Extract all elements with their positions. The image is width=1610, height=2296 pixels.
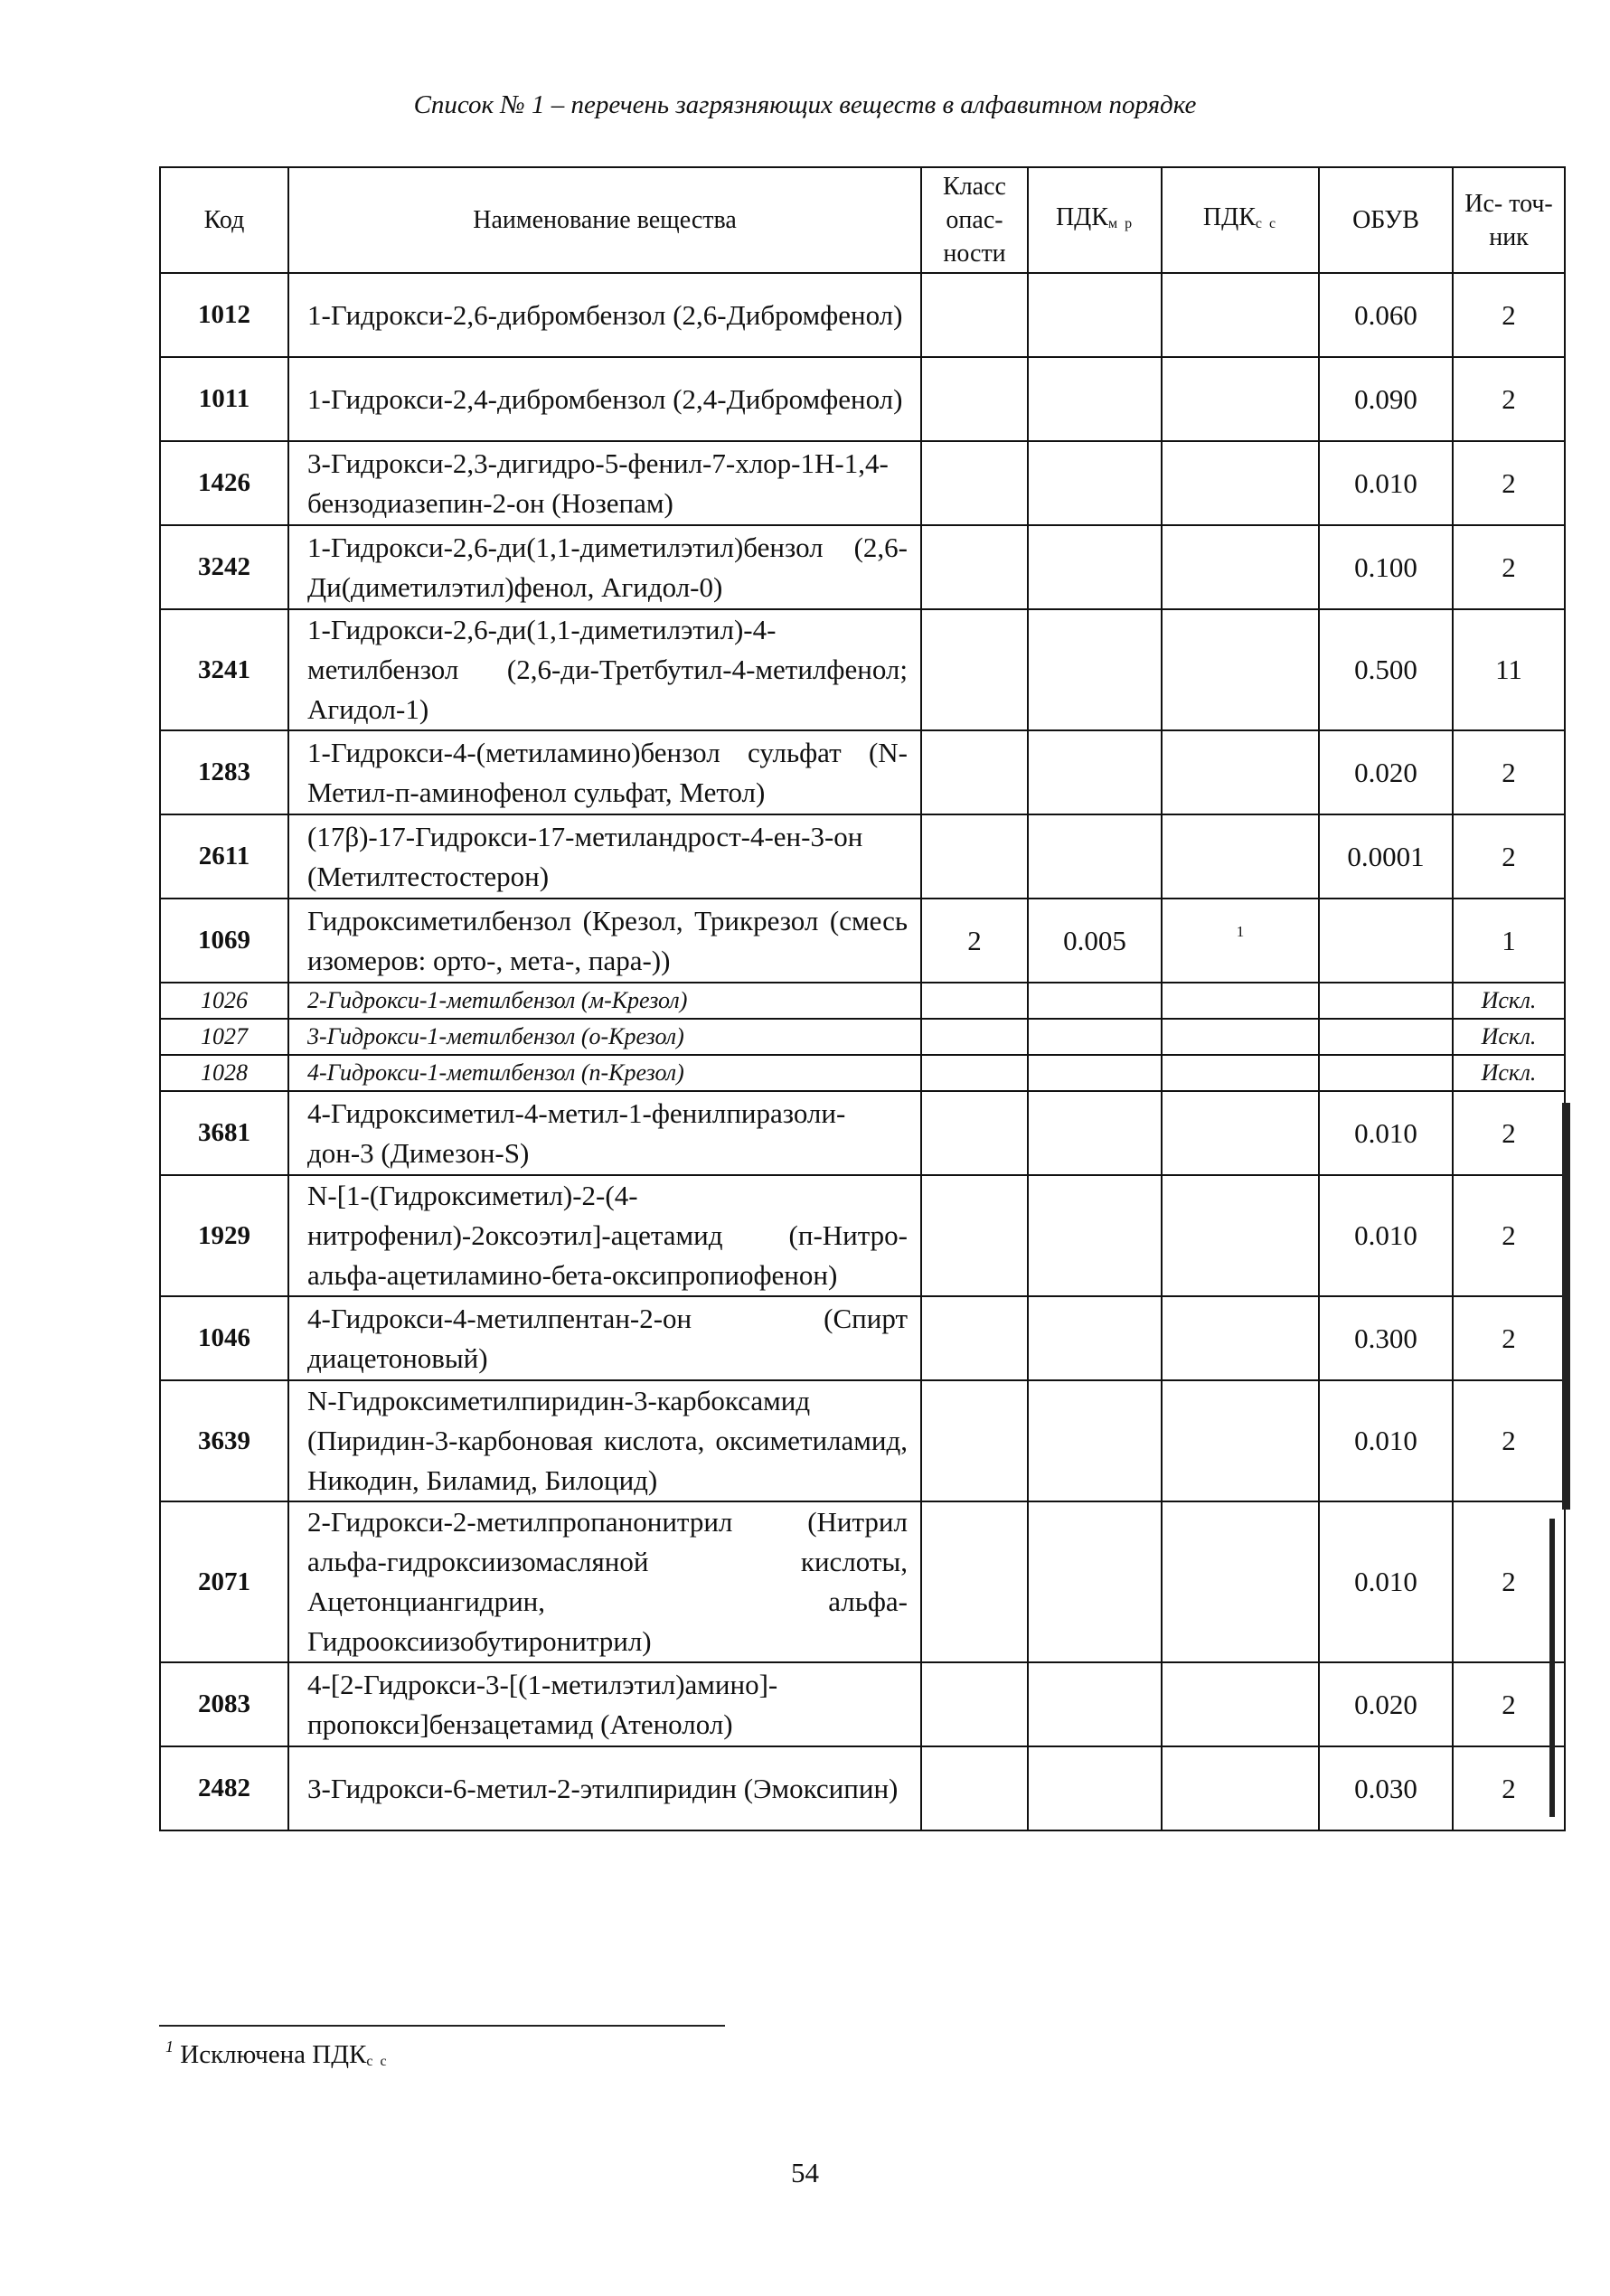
cell-name: 4-Гидрокси-1-метилбензол (п-Крезол) (288, 1055, 921, 1091)
cell-name: N-[1-(Гидроксиметил)-2-(4-нитрофенил)-2оксоэтил]-ацетамид (п-Нитро-альфа-ацетиламино-бета-оксипропиофенон) (288, 1175, 921, 1296)
cell-code: 1069 (160, 899, 288, 983)
scan-edge-mark (1562, 1103, 1570, 1510)
cell-name: 4-[2-Гидрокси-3-[(1-метилэтил)амино]-пропокси]бензацетамид (Атенолол) (288, 1662, 921, 1746)
cell-source: Искл. (1453, 1055, 1565, 1091)
cell-source: 2 (1453, 1662, 1565, 1746)
header-pdk-mr: $ПДК_{м р}$ (1028, 167, 1162, 273)
cell-code: 1026 (160, 983, 288, 1019)
cell-pdk-mr (1028, 1019, 1162, 1055)
table-row (160, 1296, 1565, 1380)
table-row (160, 1055, 1565, 1091)
table-row (160, 1091, 1565, 1175)
cell-pdk-ss (1162, 441, 1319, 525)
cell-source: 2 (1453, 525, 1565, 609)
cell-obuv: 0.060 (1319, 273, 1453, 357)
cell-source: 2 (1453, 1501, 1565, 1662)
table-header-row (160, 167, 1565, 273)
cell-pdk-mr (1028, 609, 1162, 730)
cell-obuv (1319, 1055, 1453, 1091)
table-row (160, 1662, 1565, 1746)
table-row (160, 1019, 1565, 1055)
cell-source: 2 (1453, 730, 1565, 814)
cell-hazard-class (921, 357, 1028, 441)
cell-code: 1012 (160, 273, 288, 357)
cell-code: 1046 (160, 1296, 288, 1380)
cell-pdk-ss (1162, 1175, 1319, 1296)
cell-code: 2611 (160, 814, 288, 899)
cell-hazard-class (921, 1296, 1028, 1380)
cell-hazard-class (921, 983, 1028, 1019)
cell-obuv: 0.090 (1319, 357, 1453, 441)
cell-source: 2 (1453, 1380, 1565, 1501)
cell-source: 2 (1453, 273, 1565, 357)
cell-code: 1028 (160, 1055, 288, 1091)
cell-hazard-class: 2 (921, 899, 1028, 983)
table-row (160, 1380, 1565, 1501)
table-body (160, 273, 1565, 1830)
footnote-marker: 1 (165, 2037, 174, 2056)
cell-hazard-class (921, 1662, 1028, 1746)
cell-pdk-ss (1162, 1019, 1319, 1055)
table-row (160, 609, 1565, 730)
cell-hazard-class (921, 1175, 1028, 1296)
cell-source: 2 (1453, 441, 1565, 525)
cell-pdk-ss (1162, 730, 1319, 814)
cell-name: 1-Гидрокси-2,6-дибромбензол (2,6-Дибромфенол) (288, 273, 921, 357)
cell-name: 1-Гидрокси-2,6-ди(1,1-диметилэтил)бензол (2,6-Ди(диметилэтил)фенол, Агидол-0) (288, 525, 921, 609)
cell-obuv: 0.010 (1319, 1380, 1453, 1501)
cell-source: 2 (1453, 1175, 1565, 1296)
cell-name: 3-Гидрокси-2,3-дигидро-5-фенил-7-хлор-1Н-1,4-бензодиазепин-2-он (Нозепам) (288, 441, 921, 525)
cell-obuv (1319, 899, 1453, 983)
cell-code: 2482 (160, 1746, 288, 1830)
cell-code: 3681 (160, 1091, 288, 1175)
cell-code: 3241 (160, 609, 288, 730)
cell-pdk-mr (1028, 730, 1162, 814)
cell-obuv: 0.020 (1319, 730, 1453, 814)
cell-pdk-ss (1162, 1662, 1319, 1746)
table-row (160, 814, 1565, 899)
cell-hazard-class (921, 1055, 1028, 1091)
header-source: Ис- точ- ник (1453, 167, 1565, 273)
cell-obuv: 0.500 (1319, 609, 1453, 730)
cell-pdk-mr (1028, 983, 1162, 1019)
header-hazard-class: Класс опас- ности (921, 167, 1028, 273)
table-row (160, 1746, 1565, 1830)
cell-source: 2 (1453, 1296, 1565, 1380)
footnote-rule (159, 2025, 725, 2027)
footnote-subscript: с с (366, 2054, 389, 2069)
cell-obuv: 0.010 (1319, 1091, 1453, 1175)
cell-pdk-ss (1162, 814, 1319, 899)
cell-code: 2083 (160, 1662, 288, 1746)
cell-name: 1-Гидрокси-2,4-дибромбензол (2,4-Дибромфенол) (288, 357, 921, 441)
cell-pdk-ss (1162, 525, 1319, 609)
table-row (160, 1501, 1565, 1662)
cell-hazard-class (921, 1501, 1028, 1662)
cell-source: 11 (1453, 609, 1565, 730)
cell-pdk-ss (1162, 1746, 1319, 1830)
footnote-text: Исключена ПДК (180, 2040, 367, 2069)
cell-hazard-class (921, 1746, 1028, 1830)
cell-source: 2 (1453, 814, 1565, 899)
cell-source: Искл. (1453, 1019, 1565, 1055)
cell-pdk-mr (1028, 1091, 1162, 1175)
cell-pdk-ss (1162, 1501, 1319, 1662)
header-name: Наименование вещества (288, 167, 921, 273)
cell-pdk-mr (1028, 441, 1162, 525)
cell-hazard-class (921, 609, 1028, 730)
cell-pdk-mr (1028, 1055, 1162, 1091)
cell-code: 1283 (160, 730, 288, 814)
cell-hazard-class (921, 525, 1028, 609)
cell-pdk-mr (1028, 1662, 1162, 1746)
cell-pdk-ss (1162, 1055, 1319, 1091)
cell-hazard-class (921, 273, 1028, 357)
cell-hazard-class (921, 1019, 1028, 1055)
cell-source: 2 (1453, 1091, 1565, 1175)
page-number: 54 (791, 2157, 819, 2188)
table-row (160, 441, 1565, 525)
cell-name: 2-Гидрокси-1-метилбензол (м-Крезол) (288, 983, 921, 1019)
cell-pdk-ss (1162, 1296, 1319, 1380)
header-code: Код (160, 167, 288, 273)
cell-pdk-ss (1162, 357, 1319, 441)
cell-pdk-mr (1028, 1296, 1162, 1380)
cell-code: 1027 (160, 1019, 288, 1055)
cell-name: (17β)-17-Гидрокси-17-метиландрост-4-ен-3-он (Метилтестостерон) (288, 814, 921, 899)
cell-obuv: 0.010 (1319, 1175, 1453, 1296)
cell-pdk-ss (1162, 273, 1319, 357)
table-row (160, 273, 1565, 357)
scan-edge-mark (1549, 1519, 1555, 1817)
cell-code: 1011 (160, 357, 288, 441)
cell-obuv: 0.0001 (1319, 814, 1453, 899)
cell-pdk-mr (1028, 357, 1162, 441)
cell-hazard-class (921, 1380, 1028, 1501)
cell-obuv (1319, 1019, 1453, 1055)
cell-hazard-class (921, 441, 1028, 525)
header-obuv: ОБУВ (1319, 167, 1453, 273)
cell-pdk-ss (1162, 1091, 1319, 1175)
footnote-ref: 1 (1236, 923, 1245, 940)
cell-pdk-mr: 0.005 (1028, 899, 1162, 983)
footnote (165, 2037, 389, 2070)
cell-pdk-mr (1028, 525, 1162, 609)
table-row (160, 525, 1565, 609)
cell-source: 2 (1453, 1746, 1565, 1830)
cell-obuv: 0.300 (1319, 1296, 1453, 1380)
cell-name: 3-Гидрокси-1-метилбензол (о-Крезол) (288, 1019, 921, 1055)
cell-obuv: 0.100 (1319, 525, 1453, 609)
cell-source: 1 (1453, 899, 1565, 983)
cell-name: 4-Гидроксиметил-4-метил-1-фенилпиразоли-дон-3 (Димезон-S) (288, 1091, 921, 1175)
cell-hazard-class (921, 814, 1028, 899)
table-row (160, 899, 1565, 983)
cell-pdk-ss (1162, 609, 1319, 730)
cell-pdk-mr (1028, 1501, 1162, 1662)
cell-pdk-ss (1162, 1380, 1319, 1501)
cell-source: 2 (1453, 357, 1565, 441)
table-row (160, 730, 1565, 814)
cell-name: 2-Гидрокси-2-метилпропанонитрил (Нитрил альфа-гидроксиизомасляной кислоты, Ацетонциангидрин, альфа-Гидрооксиизобутиронитрил) (288, 1501, 921, 1662)
table-row (160, 357, 1565, 441)
cell-name: 1-Гидрокси-4-(метиламино)бензол сульфат (N-Метил-п-аминофенол сульфат, Метол) (288, 730, 921, 814)
cell-name: Гидроксиметилбензол (Крезол, Трикрезол (смесь изомеров: орто-, мета-, пара-)) (288, 899, 921, 983)
cell-name: 3-Гидрокси-6-метил-2-этилпиридин (Эмоксипин) (288, 1746, 921, 1830)
table-row (160, 983, 1565, 1019)
cell-obuv (1319, 983, 1453, 1019)
cell-source: Искл. (1453, 983, 1565, 1019)
cell-pdk-ss (1162, 899, 1319, 983)
cell-pdk-mr (1028, 273, 1162, 357)
cell-pdk-mr (1028, 1175, 1162, 1296)
cell-pdk-ss (1162, 983, 1319, 1019)
cell-name: N-Гидроксиметилпиридин-3-карбоксамид (Пиридин-3-карбоновая кислота, оксиметиламид, Никодин, Биламид, Билоцид) (288, 1380, 921, 1501)
cell-obuv: 0.010 (1319, 1501, 1453, 1662)
cell-pdk-mr (1028, 814, 1162, 899)
cell-code: 3639 (160, 1380, 288, 1501)
cell-hazard-class (921, 730, 1028, 814)
cell-name: 4-Гидрокси-4-метилпентан-2-он (Спирт диацетоновый) (288, 1296, 921, 1380)
cell-obuv: 0.020 (1319, 1662, 1453, 1746)
pollutants-table (159, 166, 1566, 1831)
cell-hazard-class (921, 1091, 1028, 1175)
page-title: Список № 1 – перечень загрязняющих веществ в алфавитном порядке (413, 90, 1197, 119)
cell-code: 1426 (160, 441, 288, 525)
header-pdk-ss: $ПДК_{с с}$ (1162, 167, 1319, 273)
cell-code: 3242 (160, 525, 288, 609)
table-row (160, 1175, 1565, 1296)
cell-obuv: 0.030 (1319, 1746, 1453, 1830)
cell-code: 2071 (160, 1501, 288, 1662)
cell-obuv: 0.010 (1319, 441, 1453, 525)
cell-pdk-mr (1028, 1746, 1162, 1830)
cell-name: 1-Гидрокси-2,6-ди(1,1-диметилэтил)-4-метилбензол (2,6-ди-Третбутил-4-метилфенол; Агидол-1) (288, 609, 921, 730)
cell-pdk-mr (1028, 1380, 1162, 1501)
cell-code: 1929 (160, 1175, 288, 1296)
